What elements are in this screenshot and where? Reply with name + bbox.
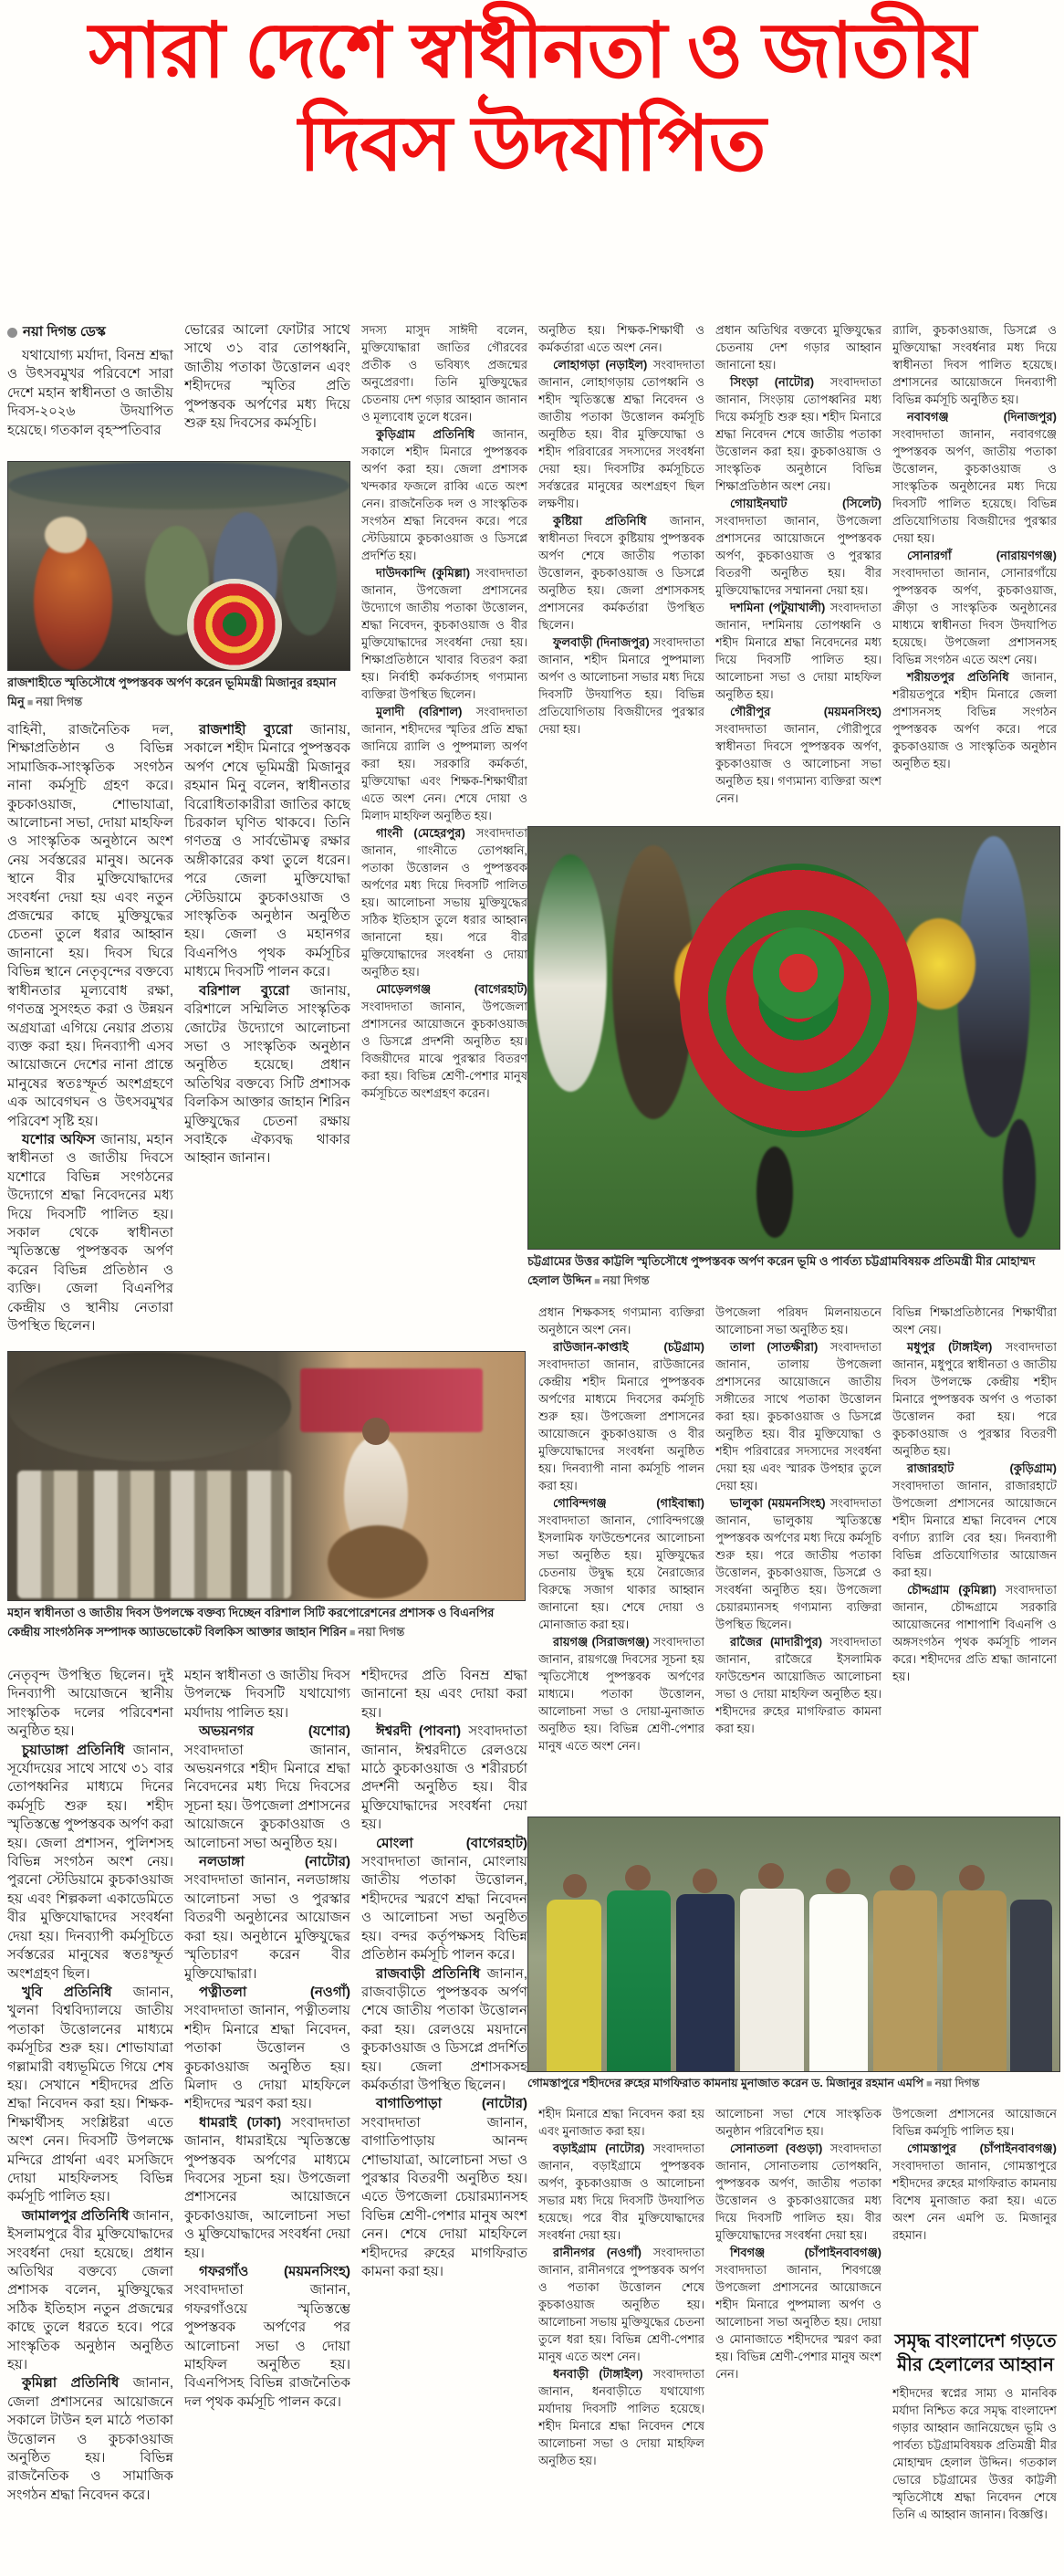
article-column-2-mid: রাজশাহী ব্যুরো জানায়, সকালে শহীদ মিনারে পুষ্পস্তবক অর্পণ শেষে ভূমিমন্ত্রী মিজানুর রহমান মিনু বলেন, স্বাধীনতার বিরোধিতাকারীরা জাতির কাছে চিরকাল ঘৃণিত থাকবে। তিনি গণতন্ত্র ও সার্বভৌমত্ব রক্ষার অঙ্গীকারের কথা তুলে ধরেন। পরে জেলা মুক্তিযোদ্ধা স্টেডিয়ামে কুচকাওয়াজ ও সাংস্কৃতিক অনুষ্ঠান অনুষ্ঠিত হয়। জেলা ও মহানগর বিএনপিও পৃথক কর্মসূচির মাধ্যমে দিবসটি পালন করে। বরিশাল ব্যুরো জানায়, বরিশালে সম্মিলিত সাংস্কৃতিক জোটের উদ্যোগে আলোচনা সভা ও সাংস্কৃতিক অনুষ্ঠান অনুষ্ঠিত হয়েছে। প্রধান অতিথির বক্তব্যে সিটি প্রশাসক বিলকিস আক্তার জাহান শিরিন মুক্তিযুদ্ধের চেতনা রক্ষায় সবাইকে ঐক্যবদ্ধ থাকার আহ্বান জানান।: [184, 722, 350, 1167]
caption-credit: নয়া দিগন্ত: [602, 1273, 650, 1287]
article-column-1-top: যথাযোগ্য মর্যাদা, বিনম্র শ্রদ্ধা ও উৎসবমুখর পরিবেশে সারা দেশে মহান স্বাধীনতা ও জাতীয় দিবস-২০২৬ উদযাপিত হয়েছে। গতকাল বৃহস্পতিবার: [7, 348, 173, 438]
article-column-5-mid: উপজেলা পরিষদ মিলনায়তনে আলোচনা সভা অনুষ্ঠিত হয়। তালা (সাতক্ষীরা) সংবাদদাতা জানান, তালায় উপজেলা প্রশাসনের আয়োজনে জাতীয় সঙ্গীতের সাথে পতাকা উত্তোলন করা হয়। কুচকাওয়াজ ও ডিসপ্লে অনুষ্ঠিত হয়। বীর মুক্তিযোদ্ধা ও শহীদ পরিবারের সদস্যদের সংবর্ধনা দেয়া হয় এবং স্মারক উপহার তুলে দেয়া হয়। ভালুকা (ময়মনসিংহ) সংবাদদাতা জানান, ভালুকায় স্মৃতিস্তম্ভে পুষ্পস্তবক অর্পণের মধ্য দিয়ে কর্মসূচি শুরু হয়। পরে জাতীয় পতাকা উত্তোলন, কুচকাওয়াজ, ডিসপ্লে ও সংবর্ধনা অনুষ্ঠিত হয়। উপজেলা চেয়ারম্যানসহ গণ্যমান্য ব্যক্তিরা উপস্থিত ছিলেন। রাজৈর (মাদারীপুর) সংবাদদাতা জানান, রাজৈরে ইসলামিক ফাউন্ডেশন আয়োজিত আলোচনা সভা ও দোয়া মাহফিল অনুষ্ঠিত হয়। শহীদদের রুহের মাগফিরাত কামনা করা হয়।: [715, 1305, 881, 1735]
byline: [7, 321, 173, 344]
article-column-6-top: র‌্যালি, কুচকাওয়াজ, ডিসপ্লে ও মুক্তিযোদ্ধা সংবর্ধনার মধ্য দিয়ে স্বাধীনতা দিবস পালিত হয়েছে। প্রশাসনের আয়োজনে দিনব্যাপী বিভিন্ন কর্মসূচি অনুষ্ঠিত হয়। নবাবগঞ্জ (দিনাজপুর) সংবাদদাতা জানান, নবাবগঞ্জে পুষ্পস্তবক অর্পণ, জাতীয় পতাকা উত্তোলন, কুচকাওয়াজ ও সাংস্কৃতিক অনুষ্ঠানের মধ্য দিয়ে দিবসটি পালিত হয়েছে। বিভিন্ন প্রতিযোগিতায় বিজয়ীদের পুরস্কার দেয়া হয়। সোনারগাঁ (নারায়ণগঞ্জ) সংবাদদাতা জানান, সোনারগাঁয়ে পুষ্পস্তবক অর্পণ, কুচকাওয়াজ, ক্রীড়া ও সাংস্কৃতিক অনুষ্ঠানের মাধ্যমে স্বাধীনতা দিবস উদযাপিত হয়েছে। উপজেলা প্রশাসনসহ বিভিন্ন সংগঠন এতে অংশ নেয়। শরীয়তপুর প্রতিনিধি জানান, শরীয়তপুরে শহীদ মিনারে জেলা প্রশাসনসহ বিভিন্ন সংগঠন পুষ্পস্তবক অর্পণ করে। পরে কুচকাওয়াজ ও সাংস্কৃতিক অনুষ্ঠান অনুষ্ঠিত হয়।: [892, 323, 1057, 770]
caption-text: মহান স্বাধীনতা ও জাতীয় দিবস উপলক্ষে বক্তব্য দিচ্ছেন বরিশাল সিটি করপোরেশনের প্রশাসক ও বিএনপির কেন্দ্রীয় সাংগঠনিক সম্পাদক অ্যাডভোকেট বিলকিস আক্তার জাহান শিরিন: [7, 1606, 495, 1639]
article-column-4-mid: প্রধান শিক্ষকসহ গণ্যমান্য ব্যক্তিরা অনুষ্ঠানে অংশ নেন। রাউজান-কাপ্তাই (চট্টগ্রাম) সংবাদদাতা জানান, রাউজানের কেন্দ্রীয় শহীদ মিনারে পুষ্পস্তবক অর্পণের মাধ্যমে দিবসের কর্মসূচি শুরু হয়। উপজেলা প্রশাসনের আয়োজনে কুচকাওয়াজ ও বীর মুক্তিযোদ্ধাদের সংবর্ধনা অনুষ্ঠিত হয়। দিনব্যাপী নানা কর্মসূচি পালন করা হয়। গোবিন্দগঞ্জ (গাইবান্ধা) সংবাদদাতা জানান, গোবিন্দগঞ্জে ইসলামিক ফাউন্ডেশনের আলোচনা সভা অনুষ্ঠিত হয়। মুক্তিযুদ্ধের চেতনায় উদ্বুদ্ধ হয়ে নৈরাজ্যের বিরুদ্ধে সজাগ থাকার আহ্বান জানানো হয়। শেষে দোয়া ও মোনাজাত করা হয়। রায়গঞ্জ (সিরাজগঞ্জ) সংবাদদাতা জানান, রায়গঞ্জে দিবসের সূচনা হয় স্মৃতিসৌধে পুষ্পস্তবক অর্পণের মাধ্যমে। পতাকা উত্তোলন, আলোচনা সভা ও দোয়া-মুনাজাত অনুষ্ঠিত হয়। বিভিন্ন শ্রেণী-পেশার মানুষ এতে অংশ নেন।: [538, 1305, 704, 1753]
photo-barishal-speech: [7, 1351, 526, 1601]
article-column-6-bottom: উপজেলা প্রশাসনের আয়োজনে বিভিন্ন কর্মসূচি পালিত হয়। গোমস্তাপুর (চাঁপাইনবাবগঞ্জ) সংবাদদাতা জানান, গোমস্তাপুরে শহীদদের রুহের মাগফিরাত কামনায় বিশেষ মুনাজাত করা হয়। এতে অংশ নেন এমপি ড. মিজানুর রহমান।: [892, 2107, 1057, 2242]
photo-figure: [534, 854, 607, 1092]
credit-square-icon: ■: [26, 697, 34, 708]
photo-figure: [890, 1865, 915, 1890]
article-column-2-top: ভোরের আলো ফোটার সাথে সাথে ৩১ বার তোপধ্বনি, জাতীয় পতাকা উত্তোলন এবং শহীদদের স্মৃতির প্রতি পুষ্পস্তবক অর্পণের মধ্য দিয়ে শুরু হয় দিবসের কর্মসূচি।: [184, 322, 350, 432]
article-column-1-mid: বাহিনী, রাজনৈতিক দল, শিক্ষাপ্রতিষ্ঠান ও বিভিন্ন সামাজিক-সাংস্কৃতিক সংগঠন নানা কর্মসূচি গ্রহণ করে। কুচকাওয়াজ, শোভাযাত্রা, আলোচনা সভা, দোয়া মাহফিল ও সাংস্কৃতিক অনুষ্ঠানে অংশ নেয় সর্বস্তরের মানুষ। অনেক স্থানে বীর মুক্তিযোদ্ধাদের সংবর্ধনা দেয়া হয় এবং নতুন প্রজন্মের কাছে মুক্তিযুদ্ধের চেতনা তুলে ধরার আহ্বান জানানো হয়। দিবস ঘিরে বিভিন্ন স্থানে নেতৃবৃন্দের বক্তব্যে স্বাধীনতার মূল্যবোধ রক্ষা, গণতন্ত্র সুসংহত করা ও উন্নয়ন অগ্রযাত্রা এগিয়ে নেয়ার প্রত্যয় ব্যক্ত করা হয়। দিনব্যাপী এসব আয়োজনে দেশের নানা প্রান্তে মানুষের স্বতঃস্ফূর্ত অংশগ্রহণে এক আবেগঘন ও উৎসবমুখর পরিবেশ সৃষ্টি হয়। যশোর অফিস জানায়, মহান স্বাধীনতা ও জাতীয় দিবসে যশোরে বিভিন্ন সংগঠনের উদ্যোগে শ্রদ্ধা নিবেদনের মধ্য দিয়ে দিবসটি পালিত হয়। সকাল থেকে স্বাধীনতা স্মৃতিস্তম্ভে পুষ্পস্তবক অর্পণ করেন বিভিন্ন প্রতিষ্ঠান ও ব্যক্তি। জেলা বিএনপির কেন্দ্রীয় ও স্থানীয় নেতারা উপস্থিত ছিলেন।: [7, 722, 173, 1334]
article-column-5-top: প্রধান অতিথির বক্তব্যে মুক্তিযুদ্ধের চেতনায় দেশ গড়ার আহ্বান জানানো হয়। সিংড়া (নাটোর) সংবাদদাতা জানান, সিংড়ায় তোপধ্বনির মধ্য দিয়ে কর্মসূচি শুরু হয়। শহীদ মিনারে শ্রদ্ধা নিবেদন শেষে জাতীয় পতাকা উত্তোলন করা হয়। কুচকাওয়াজ ও সাংস্কৃতিক অনুষ্ঠানে বিভিন্ন শিক্ষাপ্রতিষ্ঠান অংশ নেয়। গোয়াইনঘাট (সিলেট) সংবাদদাতা জানান, উপজেলা প্রশাসনের আয়োজনে পুষ্পস্তবক অর্পণ, কুচকাওয়াজ ও পুরস্কার বিতরণী অনুষ্ঠিত হয়। বীর মুক্তিযোদ্ধাদের সম্মাননা দেয়া হয়। দশমিনা (পটুয়াখালী) সংবাদদাতা জানান, দশমিনায় তোপধ্বনি ও শহীদ মিনারে শ্রদ্ধা নিবেদনের মধ্য দিয়ে দিবসটি পালিত হয়। আলোচনা সভা ও দোয়া মাহফিল অনুষ্ঠিত হয়। গৌরীপুর (ময়মনসিংহ) সংবাদদাতা জানান, গৌরীপুরে স্বাধীনতা দিবসে পুষ্পস্তবক অর্পণ, কুচকাওয়াজ ও আলোচনা সভা অনুষ্ঠিত হয়। গণ্যমান্য ব্যক্তিরা অংশ নেন।: [715, 323, 881, 805]
photo-figure: [625, 1865, 651, 1890]
article-column-5-bottom: আলোচনা সভা শেষে সাংস্কৃতিক অনুষ্ঠান পরিবেশিত হয়। সোনাতলা (বগুড়া) সংবাদদাতা জানান, সোনাতলায় তোপধ্বনি, পুষ্পস্তবক অর্পণ, জাতীয় পতাকা উত্তোলন ও কুচকাওয়াজের মধ্য দিয়ে দিবসটি পালিত হয়। বীর মুক্তিযোদ্ধাদের সংবর্ধনা দেয়া হয়। শিবগঞ্জ (চাঁপাইনবাবগঞ্জ) সংবাদদাতা জানান, শিবগঞ্জে উপজেলা প্রশাসনের আয়োজনে শহীদ মিনারে পুষ্পমাল্য অর্পণ ও আলোচনা সভা অনুষ্ঠিত হয়। দোয়া ও মোনাজাতে শহীদদের স্মরণ করা হয়। বিভিন্ন শ্রেণী-পেশার মানুষ অংশ নেন।: [715, 2107, 881, 2381]
photo-figure: [826, 1869, 850, 1893]
page-title: [0, 4, 1064, 191]
caption-text: রাজশাহীতে স্মৃতিসৌধে পুষ্পস্তবক অর্পণ করেন ভূমিমন্ত্রী মিজানুর রহমান মিনু: [7, 675, 337, 708]
article-column-3: সদস্য মাসুদ সাঈদী বলেন, মুক্তিযোদ্ধারা জাতির গৌরবের প্রতীক ও ভবিষ্যৎ প্রজন্মের অনুপ্রেরণা। তিনি মুক্তিযুদ্ধের চেতনায় দেশ গড়ার আহ্বান জানান ও মূল্যবোধ তুলে ধরেন। কুড়িগ্রাম প্রতিনিধি জানান, সকালে শহীদ মিনারে পুষ্পস্তবক অর্পণ করা হয়। জেলা প্রশাসক খন্দকার ফজলে রাব্বি এতে অংশ নেন। রাজনৈতিক দল ও সাংস্কৃতিক সংগঠন শ্রদ্ধা নিবেদন করে। পরে স্টেডিয়ামে কুচকাওয়াজ ও ডিসপ্লে প্রদর্শিত হয়। দাউদকান্দি (কুমিল্লা) সংবাদদাতা জানান, উপজেলা প্রশাসনের উদ্যোগে জাতীয় পতাকা উত্তোলন, শ্রদ্ধা নিবেদন, কুচকাওয়াজ ও বীর মুক্তিযোদ্ধাদের সংবর্ধনা দেয়া হয়। শিক্ষাপ্রতিষ্ঠানে খাবার বিতরণ করা হয়। নির্বাহী কর্মকর্তাসহ গণ্যমান্য ব্যক্তিরা উপস্থিত ছিলেন। মুলাদী (বরিশাল) সংবাদদাতা জানান, শহীদদের স্মৃতির প্রতি শ্রদ্ধা জানিয়ে র‌্যালি ও পুষ্পমাল্য অর্পণ করা হয়। সরকারি কর্মকর্তা, মুক্তিযোদ্ধা এবং শিক্ষক-শিক্ষার্থীরা এতে অংশ নেন। শেষে দোয়া ও মিলাদ মাহফিল অনুষ্ঠিত হয়। গাংনী (মেহেরপুর) সংবাদদাতা জানান, গাংনীতে তোপধ্বনি, পতাকা উত্তোলন ও পুষ্পস্তবক অর্পণের মধ্য দিয়ে দিবসটি পালিত হয়। আলোচনা সভায় মুক্তিযুদ্ধের সঠিক ইতিহাস তুলে ধরার আহ্বান জানানো হয়। পরে বীর মুক্তিযোদ্ধাদের সংবর্ধনা ও দোয়া অনুষ্ঠিত হয়। মোড়েলগঞ্জ (বাগেরহাট) সংবাদদাতা জানান, উপজেলা প্রশাসনের আয়োজনে কুচকাওয়াজ ও ডিসপ্লে প্রদর্শনী অনুষ্ঠিত হয়। বিজয়ীদের মাঝে পুরস্কার বিতরণ করা হয়। বিভিন্ন শ্রেণী-পেশার মানুষ কর্মসূচিতে অংশগ্রহণ করেন।: [361, 323, 527, 1100]
photo-figure: [809, 1894, 868, 2071]
article-column-6-press-release: শহীদদের স্বপ্নের সাম্য ও মানবিক মর্যাদা নিশ্চিত করে সমৃদ্ধ বাংলাদেশ গড়ার আহ্বান জানিয়েছেন ভূমি ও পার্বত্য চট্টগ্রামবিষয়ক প্রতিমন্ত্রী মীর মোহাম্মদ হেলাল উদ্দিন। গতকাল ভোরে চট্টগ্রামের উত্তর কাট্টলী স্মৃতিসৌধে শ্রদ্ধা নিবেদন শেষে তিনি এ আহ্বান জানান। বিজ্ঞপ্তি।: [892, 2386, 1057, 2521]
photo-caption-1: [7, 673, 349, 715]
credit-square-icon: ■: [349, 1628, 356, 1639]
byline-bullet-icon: [7, 328, 17, 338]
caption-credit: নয়া দিগন্ত: [36, 695, 83, 708]
caption-credit: নয়া দিগন্ত: [934, 2077, 980, 2089]
article-column-1-bottom: নেতৃবৃন্দ উপস্থিত ছিলেন। দুই দিনব্যাপী আয়োজনে স্থানীয় সাংস্কৃতিক দলের পরিবেশনা অনুষ্ঠিত হয়। চুয়াডাঙ্গা প্রতিনিধি জানান, সূর্যোদয়ের সাথে সাথে ৩১ বার তোপধ্বনির মাধ্যমে দিনের কর্মসূচি শুরু হয়। শহীদ স্মৃতিস্তম্ভে পুষ্পস্তবক অর্পণ করা হয়। জেলা প্রশাসন, পুলিশসহ বিভিন্ন সংগঠন অংশ নেয়। পুরনো স্টেডিয়ামে কুচকাওয়াজ হয় এবং শিল্পকলা একাডেমিতে বীর মুক্তিযোদ্ধাদের সংবর্ধনা দেয়া হয়। দিনব্যাপী কর্মসূচিতে সর্বস্তরের মানুষের স্বতঃস্ফূর্ত অংশগ্রহণ ছিল। খুবি প্রতিনিধি জানান, খুলনা বিশ্ববিদ্যালয়ে জাতীয় পতাকা উত্তোলনের মাধ্যমে কর্মসূচির শুরু হয়। শোভাযাত্রা গল্লামারী বধ্যভূমিতে গিয়ে শেষ হয়। সেখানে শহীদদের প্রতি শ্রদ্ধা নিবেদন করা হয়। শিক্ষক-শিক্ষার্থীসহ সংশ্লিষ্টরা এতে অংশ নেন। দিবসটি উপলক্ষে মন্দিরে প্রার্থনা এবং মসজিদে দোয়া মাহফিলসহ বিভিন্ন কর্মসূচি পালিত হয়। জামালপুর প্রতিনিধি জানান, ইসলামপুরে বীর মুক্তিযোদ্ধাদের সংবর্ধনা দেয়া হয়েছে। প্রধান অতিথির বক্তব্যে জেলা প্রশাসক বলেন, মুক্তিযুদ্ধের সঠিক ইতিহাস নতুন প্রজন্মের কাছে তুলে ধরতে হবে। পরে সাংস্কৃতিক অনুষ্ঠান অনুষ্ঠিত হয়। কুমিল্লা প্রতিনিধি জানান, জেলা প্রশাসনের আয়োজনে সকালে টাউন হল মাঠে পতাকা উত্তোলন ও কুচকাওয়াজ অনুষ্ঠিত হয়। বিভিন্ন রাজনৈতিক ও সামাজিক সংগঠন শ্রদ্ধা নিবেদন করে।: [7, 1668, 173, 2503]
headline-line-2: দিবস উদযাপিত: [298, 100, 766, 187]
podium-icon: [328, 1525, 428, 1598]
photo-caption-3: [7, 1603, 524, 1645]
sub-headline: [892, 2330, 1059, 2377]
banner-icon: [300, 1368, 483, 1432]
sub-headline-line-1: সমৃদ্ধ বাংলাদেশ গড়তে: [894, 2331, 1057, 2351]
caption-credit: নয়া দিগন্ত: [358, 1625, 405, 1639]
headline-line-1: সারা দেশে স্বাধীনতা ও জাতীয়: [89, 7, 975, 93]
article-column-4-top: অনুষ্ঠিত হয়। শিক্ষক-শিক্ষার্থী ও কর্মকর্তারা এতে অংশ নেন। লোহাগড়া (নড়াইল) সংবাদদাতা জানান, লোহাগড়ায় তোপধ্বনি ও শহীদ স্মৃতিস্তম্ভে শ্রদ্ধা নিবেদন ও জাতীয় পতাকা উত্তোলন কর্মসূচি অনুষ্ঠিত হয়। বীর মুক্তিযোদ্ধা ও শহীদ পরিবারের সদস্যদের সংবর্ধনা দেয়া হয়। দিবসটির কর্মসূচিতে সর্বস্তরের মানুষের অংশগ্রহণ ছিল লক্ষণীয়। কুষ্টিয়া প্রতিনিধি জানান, স্বাধীনতা দিবসে কুষ্টিয়ায় পুষ্পস্তবক অর্পণ শেষে জাতীয় পতাকা উত্তোলন, কুচকাওয়াজ ও ডিসপ্লে অনুষ্ঠিত হয়। জেলা প্রশাসকসহ প্রশাসনের কর্মকর্তারা উপস্থিত ছিলেন। ফুলবাড়ী (দিনাজপুর) সংবাদদাতা জানান, শহীদ মিনারে পুষ্পমাল্য অর্পণ ও আলোচনা সভার মধ্য দিয়ে দিবসটি উদযাপিত হয়। বিভিন্ন প্রতিযোগিতায় বিজয়ীদের পুরস্কার দেয়া হয়।: [538, 323, 704, 736]
byline-label: নয়া দিগন্ত ডেস্ক: [23, 324, 106, 340]
photo-figure: [34, 533, 112, 670]
photo-figure: [607, 1890, 671, 2071]
article-column-6-mid: বিভিন্ন শিক্ষাপ্রতিষ্ঠানের শিক্ষার্থীরা অংশ নেয়। মধুপুর (টাঙ্গাইল) সংবাদদাতা জানান, মধুপুরে স্বাধীনতা ও জাতীয় দিবস উপলক্ষে কেন্দ্রীয় শহীদ মিনারে পুষ্পস্তবক অর্পণ ও পতাকা উত্তোলন করা হয়। পরে কুচকাওয়াজ ও পুরস্কার বিতরণী অনুষ্ঠিত হয়। রাজারহাট (কুড়িগ্রাম) সংবাদদাতা জানান, রাজারহাটে উপজেলা প্রশাসনের আয়োজনে শহীদ মিনারে শ্রদ্ধা নিবেদন শেষে বর্ণাঢ্য র‌্যালি বের হয়। দিনব্যাপী বিভিন্ন প্রতিযোগিতার আয়োজন করা হয়। চৌদ্দগ্রাম (কুমিল্লা) সংবাদদাতা জানান, চৌদ্দগ্রামে সরকারি আয়োজনের পাশাপাশি বিএনপি ও অঙ্গসংগঠন পৃথক কর্মসূচি পালন করে। শহীদদের প্রতি শ্রদ্ধা জানানো হয়।: [892, 1305, 1057, 1683]
sub-headline-line-2: মীর হেলালের আহ্বান: [897, 2355, 1054, 2375]
photo-figure: [547, 1900, 601, 2071]
article-column-2-bottom: মহান স্বাধীনতা ও জাতীয় দিবস উপলক্ষে দিবসটি যথাযোগ্য মর্যাদায় পালিত হয়। অভয়নগর (যশোর) সংবাদদাতা জানান, অভয়নগরে শহীদ মিনারে শ্রদ্ধা নিবেদনের মধ্য দিয়ে দিবসের সূচনা হয়। উপজেলা প্রশাসনের আয়োজনে কুচকাওয়াজ ও আলোচনা সভা অনুষ্ঠিত হয়। নলডাঙ্গা (নাটোর) সংবাদদাতা জানান, নলডাঙ্গায় আলোচনা সভা ও পুরস্কার বিতরণী অনুষ্ঠানের আয়োজন করা হয়। অনুষ্ঠানে মুক্তিযুদ্ধের স্মৃতিচারণ করেন বীর মুক্তিযোদ্ধারা। পত্নীতলা (নওগাঁ) সংবাদদাতা জানান, পত্নীতলায় শহীদ মিনারে শ্রদ্ধা নিবেদন, পতাকা উত্তোলন ও কুচকাওয়াজ অনুষ্ঠিত হয়। মিলাদ ও দোয়া মাহফিলে শহীদদের স্মরণ করা হয়। ধামরাই (ঢাকা) সংবাদদাতা জানান, ধামরাইয়ে স্মৃতিস্তম্ভে পুষ্পস্তবক অর্পণের মাধ্যমে দিবসের সূচনা হয়। উপজেলা প্রশাসনের আয়োজনে কুচকাওয়াজ, আলোচনা সভা ও মুক্তিযোদ্ধাদের সংবর্ধনা দেয়া হয়। গফরগাঁও (ময়মনসিংহ) সংবাদদাতা জানান, গফরগাঁওয়ে স্মৃতিস্তম্ভে পুষ্পস্তবক অর্পণের পর আলোচনা সভা ও দোয়া মাহফিল অনুষ্ঠিত হয়। বিএনপিসহ বিভিন্ন রাজনৈতিক দল পৃথক কর্মসূচি পালন করে।: [184, 1668, 350, 2410]
photo-figure: [740, 1889, 804, 2071]
photo-figure: [45, 517, 87, 553]
wreath-icon: [187, 579, 282, 670]
photo-figure: [563, 1874, 587, 1898]
photo-gomastapur-munajat: [527, 1817, 1060, 2072]
photo-figure: [693, 1869, 717, 1893]
photo-figure: [676, 1894, 735, 2071]
caption-text: গোমস্তাপুরে শহীদদের রুহের মাগফিরাত কামনায় মুনাজাত করেন ড. মিজানুর রহমান এমপি: [527, 2077, 923, 2089]
photo-figure: [1003, 1119, 1036, 1238]
photo-caption-4: [527, 2074, 1059, 2096]
credit-square-icon: ■: [594, 1276, 600, 1287]
flag-emblem-icon: [753, 927, 844, 1019]
photo-caption-2: [527, 1251, 1059, 1293]
photo-figure: [362, 1418, 390, 1445]
article-column-3-bottom: শহীদদের প্রতি বিনম্র শ্রদ্ধা জানানো হয় এবং দোয়া করা হয়। ঈশ্বরদী (পাবনা) সংবাদদাতা জানান, ঈশ্বরদীতে রেলওয়ে মাঠে কুচকাওয়াজ ও শরীরচর্চা প্রদর্শনী অনুষ্ঠিত হয়। বীর মুক্তিযোদ্ধাদের সংবর্ধনা দেয়া হয়। মোংলা (বাগেরহাট) সংবাদদাতা জানান, মোংলায় জাতীয় পতাকা উত্তোলন, শহীদদের স্মরণে শ্রদ্ধা নিবেদন ও আলোচনা সভা অনুষ্ঠিত হয়। বন্দর কর্তৃপক্ষসহ বিভিন্ন প্রতিষ্ঠান কর্মসূচি পালন করে। রাজবাড়ী প্রতিনিধি জানান, রাজবাড়ীতে পুষ্পস্তবক অর্পণ শেষে জাতীয় পতাকা উত্তোলন করা হয়। রেলওয়ে ময়দানে কুচকাওয়াজ ও ডিসপ্লে প্রদর্শিত হয়। জেলা প্রশাসকসহ কর্মকর্তারা উপস্থিত ছিলেন। বাগাতিপাড়া (নাটোর) সংবাদদাতা জানান, বাগাতিপাড়ায় আনন্দ শোভাযাত্রা, আলোচনা সভা ও পুরস্কার বিতরণী অনুষ্ঠিত হয়। এতে উপজেলা চেয়ারম্যানসহ বিভিন্ন শ্রেণী-পেশার মানুষ অংশ নেন। শেষে দোয়া মাহফিলে শহীদদের রুহের মাগফিরাত কামনা করা হয়।: [361, 1668, 527, 2279]
photo-figure: [1010, 1900, 1052, 2071]
photo-chattogram-wreath: [527, 826, 1060, 1250]
photo-figure: [8, 1352, 291, 1461]
photo-figure: [873, 1890, 937, 2071]
photo-figure: [758, 1863, 784, 1889]
article-column-4-bottom: শহীদ মিনারে শ্রদ্ধা নিবেদন করা হয় এবং মুনাজাত করা হয়। বড়াইগ্রাম (নাটোর) সংবাদদাতা জানান, বড়াইগ্রামে পুষ্পস্তবক অর্পণ, কুচকাওয়াজ ও আলোচনা সভার মধ্য দিয়ে দিবসটি উদযাপিত হয়েছে। পরে বীর মুক্তিযোদ্ধাদের সংবর্ধনা দেয়া হয়। রানীনগর (নওগাঁ) সংবাদদাতা জানান, রানীনগরে পুষ্পস্তবক অর্পণ ও পতাকা উত্তোলন শেষে কুচকাওয়াজ অনুষ্ঠিত হয়। আলোচনা সভায় মুক্তিযুদ্ধের চেতনা তুলে ধরা হয়। বিভিন্ন শ্রেণী-পেশার মানুষ এতে অংশ নেন। ধনবাড়ী (টাঙ্গাইল) সংবাদদাতা জানান, ধনবাড়ীতে যথাযোগ্য মর্যাদায় দিবসটি পালিত হয়েছে। শহীদ মিনারে শ্রদ্ধা নিবেদন শেষে আলোচনা সভা ও দোয়া মাহফিল অনুষ্ঠিত হয়।: [538, 2107, 704, 2467]
photo-figure: [943, 1890, 1007, 2071]
photo-rajshahi-wreath: [7, 461, 350, 671]
photo-figure: [8, 462, 349, 509]
photo-figure: [282, 526, 337, 635]
photo-figure: [17, 1471, 291, 1598]
photo-figure: [959, 1865, 985, 1890]
credit-square-icon: ■: [925, 2079, 933, 2089]
caption-text: চট্টগ্রামের উত্তর কাট্টলি স্মৃতিসৌধে পুষ্পস্তবক অর্পণ করেন ভূমি ও পার্বত্য চট্টগ্রামবিষয়ক প্রতিমন্ত্রী মীর মোহাম্মদ হেলাল উদ্দিন: [527, 1254, 1036, 1287]
photo-figure: [756, 1147, 793, 1238]
